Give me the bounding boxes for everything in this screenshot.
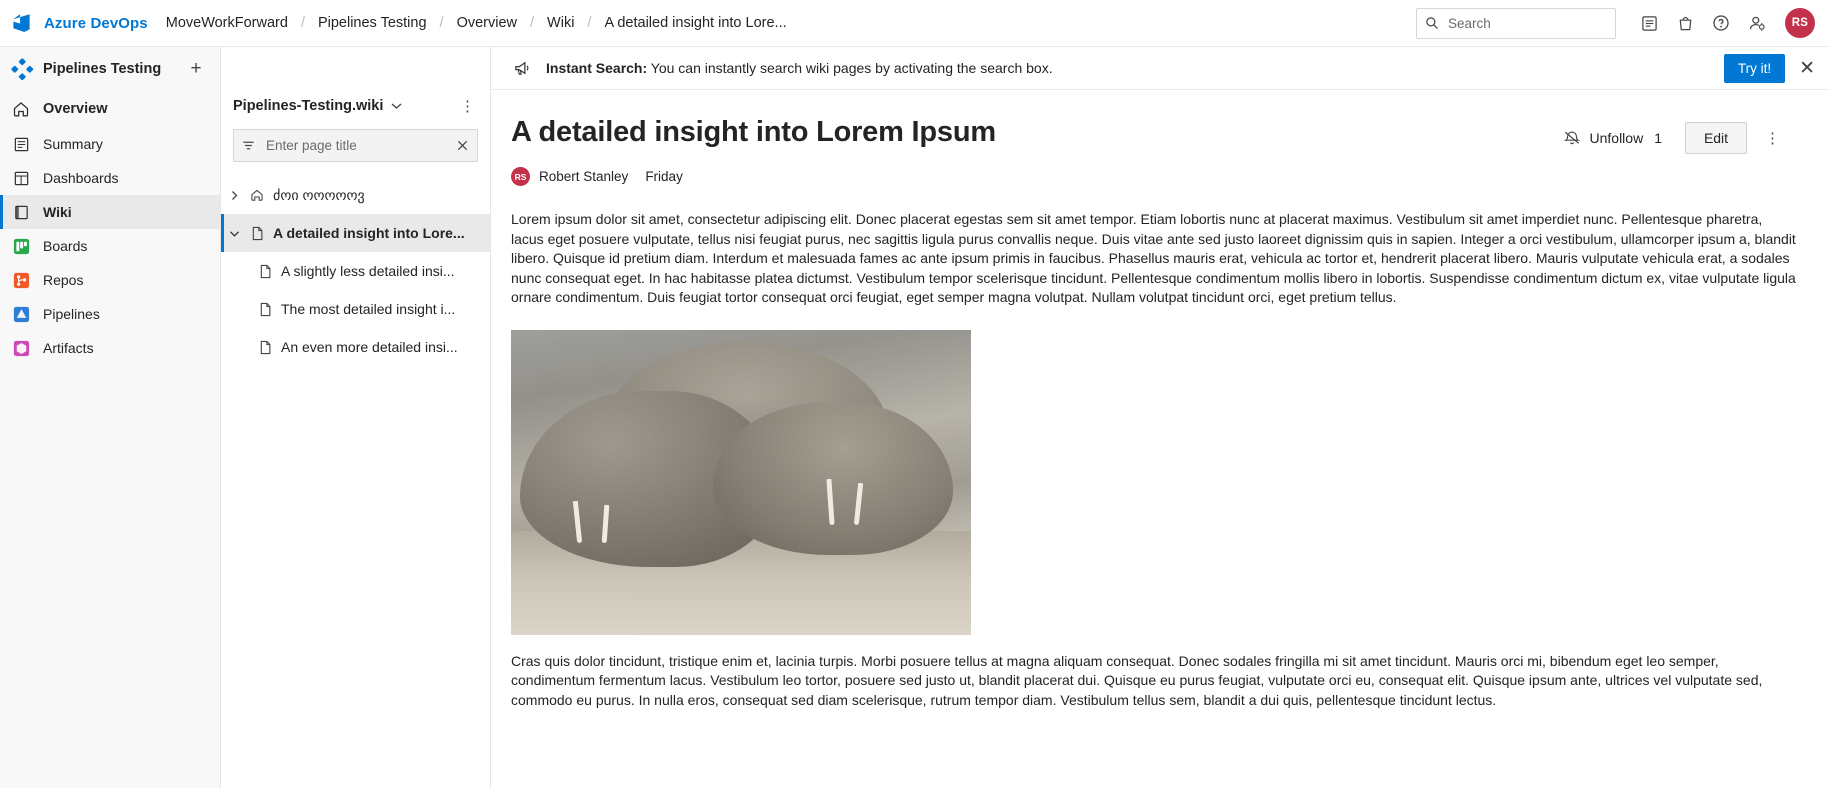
tusk-shape (854, 483, 863, 525)
breadcrumb-organization[interactable]: MoveWorkForward (165, 15, 288, 31)
edit-button[interactable]: Edit (1685, 122, 1747, 154)
sidebar-item-label: Boards (43, 238, 88, 254)
filter-icon (242, 139, 255, 152)
wiki-name: Pipelines-Testing.wiki (233, 98, 384, 114)
shopping-bag-icon[interactable] (1668, 6, 1702, 40)
azure-devops-logo-icon (10, 10, 36, 36)
try-it-button[interactable]: Try it! (1724, 54, 1785, 83)
tree-item-label: An even more detailed insi... (281, 339, 458, 355)
sidebar-item-artifacts[interactable] (0, 331, 220, 365)
sidebar-item-wiki[interactable] (0, 195, 220, 229)
sidebar (0, 47, 221, 788)
tusk-shape (573, 501, 582, 543)
page-date: Friday (645, 169, 683, 184)
notification-text (546, 60, 1053, 76)
content-area (491, 47, 1829, 788)
tusk-shape (602, 505, 610, 543)
author-name: Robert Stanley (539, 169, 629, 184)
tree-item-slightly-less-detailed[interactable] (221, 252, 490, 290)
project-name[interactable]: Pipelines Testing (43, 61, 162, 77)
breadcrumb-page[interactable]: A detailed insight into Lore... (604, 15, 787, 31)
paragraph-1: Lorem ipsum dolor sit amet, consectetur adipiscing elit. Donec placerat egestas sem sit amet tempor. Etiam lobortis nunc at placerat maximus. Vestibulum sit amet imperdiet nunc. Pellentesque pharetra, lacus eget posuere vulputate, tellus nisi feugiat purus, nec sagittis ligula purus convallis neque. Duis vitae ante sed justo laoreet dignissim quis in sapien. Integer a orci vestibulum, ullamcorper ipsum a, blandit libero. Quisque id pretium diam. Interdum et malesuada fames ac ante ipsum primis in faucibus. Phasellus mauris erat, vehicula ac tortor et, hendrerit placerat libero. Mauris vulputate vehicula erat, a sodales nunc consequat eget. In hac habitasse platea dictumst. Vestibulum tempor scelerisque tincidunt. Pellentesque condimentum mollis libero in lobortis. Suspendisse condimentum dictum ex, vitae vulputate ligula ornare condimentum. Duis feugiat tortor consequat orci feugiat, eget semper magna volutpat. Nullam volutpat tincidunt orci, eget pretium tellus. (511, 211, 1796, 305)
search-input[interactable] (1446, 15, 1607, 32)
tree-item-most-detailed[interactable] (221, 290, 490, 328)
sidebar-item-label: Summary (43, 136, 103, 152)
artifacts-icon (10, 337, 32, 359)
page-filter[interactable] (233, 129, 478, 162)
tree-item-home[interactable] (221, 176, 490, 214)
notification-message: You can instantly search wiki pages by activating the search box. (650, 60, 1053, 76)
global-search[interactable] (1416, 8, 1616, 39)
tree-item-label: A detailed insight into Lore... (273, 225, 465, 241)
breadcrumb-separator: / (300, 15, 305, 31)
top-bar-actions (1416, 6, 1815, 40)
tree-item-even-more-detailed[interactable] (221, 328, 490, 366)
home-icon (10, 98, 32, 120)
sidebar-item-overview[interactable] (0, 91, 220, 127)
notification-title: Instant Search: (546, 60, 648, 76)
sidebar-item-label: Wiki (43, 204, 72, 220)
sand-shape (511, 531, 971, 635)
summary-icon (10, 133, 32, 155)
pipelines-icon (10, 303, 32, 325)
search-icon (1425, 16, 1439, 30)
wiki-more-icon[interactable]: ⋮ (460, 98, 476, 115)
page-more-icon[interactable]: ⋮ (1765, 130, 1781, 147)
checklist-icon[interactable] (1632, 6, 1666, 40)
top-bar (0, 0, 1829, 47)
home-icon (247, 188, 267, 202)
sidebar-item-dashboards[interactable] (0, 161, 220, 195)
page-icon (247, 226, 267, 241)
boards-icon (10, 235, 32, 257)
chevron-down-icon[interactable] (221, 229, 247, 238)
breadcrumb-separator: / (587, 15, 592, 31)
notification-banner (491, 47, 1829, 90)
megaphone-icon (513, 59, 532, 78)
sidebar-item-summary[interactable] (0, 127, 220, 161)
page-icon (255, 302, 275, 317)
page-actions (1553, 116, 1790, 154)
sidebar-item-pipelines[interactable] (0, 297, 220, 331)
tree-item-label: The most detailed insight i... (281, 301, 456, 317)
sidebar-item-repos[interactable] (0, 263, 220, 297)
author-avatar: RS (511, 167, 530, 186)
avatar[interactable]: RS (1785, 8, 1815, 38)
page-title: A detailed insight into Lorem Ipsum (511, 116, 996, 148)
chevron-down-icon (391, 102, 402, 110)
breadcrumb-wiki[interactable]: Wiki (547, 15, 575, 31)
breadcrumb-overview[interactable]: Overview (456, 15, 517, 31)
close-icon[interactable] (456, 139, 469, 152)
tree-item-label: ძოი ოოოოოვ (273, 186, 365, 203)
brand-title[interactable]: Azure DevOps (44, 14, 148, 32)
breadcrumb-project[interactable]: Pipelines Testing (317, 15, 427, 31)
sidebar-item-label: Overview (43, 101, 108, 117)
paragraph-2: Cras quis dolor tincidunt, tristique enim et, lacinia turpis. Morbi posuere tellus at magna aliquam consequat. Donec sodales fringilla mi sit amet tincidunt. Mauris orci mi, bibendum eget leo semper, condimentum fermentum lacus. Vestibulum leo tortor, posuere sed justo ut, blandit placerat dui. Quisque eu purus feugiat, vulputate orci eu, consequat elit. Quisque ipsum ante, ultrices vel vulputate sed, commodo eu purus. In nulla eros, consequat sed diam scelerisque, rutrum tempor diam. Vestibulum tellus sem, blandit a dui quis, pellentesque tincidunt lectus. (511, 652, 1763, 708)
tree-item-label: A slightly less detailed insi... (281, 263, 455, 279)
page-icon (255, 264, 275, 279)
close-icon[interactable]: ✕ (1799, 57, 1815, 79)
repos-icon (10, 269, 32, 291)
project-header (0, 47, 220, 91)
unfollow-icon (1563, 130, 1581, 146)
help-icon[interactable] (1704, 6, 1738, 40)
chevron-right-icon[interactable] (221, 190, 247, 201)
sidebar-item-label: Artifacts (43, 340, 94, 356)
sidebar-item-label: Repos (43, 272, 84, 288)
tusk-shape (827, 479, 835, 525)
breadcrumb-separator: / (530, 15, 535, 31)
sidebar-item-label: Pipelines (43, 306, 100, 322)
page-byline (491, 154, 1829, 186)
unfollow-button[interactable] (1553, 122, 1673, 154)
page-icon (255, 340, 275, 355)
page-header (491, 90, 1829, 154)
follow-count: 1 (1654, 130, 1662, 146)
walrus-back-shape (603, 342, 888, 470)
wiki-page-tree (221, 176, 490, 366)
tree-item-detailed-insight[interactable] (221, 214, 490, 252)
dashboard-icon (10, 167, 32, 189)
sidebar-item-boards[interactable] (0, 229, 220, 263)
walrus-right-shape (713, 403, 952, 556)
sidebar-item-label: Dashboards (43, 170, 119, 186)
walrus-photo (511, 330, 971, 635)
wiki-pane (221, 47, 491, 788)
breadcrumb-separator: / (439, 15, 444, 31)
walrus-left-shape (520, 391, 778, 568)
project-logo-icon (10, 57, 34, 81)
add-icon[interactable]: + (190, 58, 202, 79)
breadcrumb (164, 15, 789, 31)
page-filter-input[interactable] (264, 137, 450, 154)
wiki-selector[interactable] (221, 83, 490, 129)
user-settings-icon[interactable] (1740, 6, 1774, 40)
wiki-icon (10, 201, 32, 223)
unfollow-label: Unfollow (1589, 130, 1644, 146)
